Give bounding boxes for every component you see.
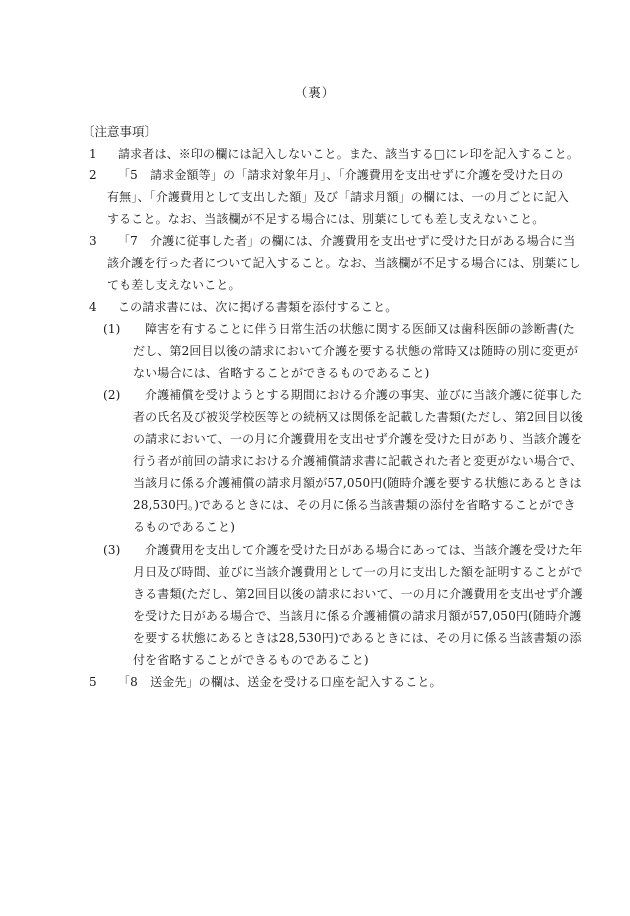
sub-2-line-7: るものであること): [133, 520, 236, 534]
note-1-number: 1: [89, 147, 97, 161]
note-5-number: 5: [89, 675, 97, 689]
note-3-line-3: ても差し支えないこと。: [107, 278, 241, 292]
sub-1-line-3: ない場合には、省略することができるものであること): [133, 366, 430, 380]
note-2-line-2: 有無」、「介護費用として支出した額」及び「請求月額」の欄には、一の月ごとに記入: [107, 190, 569, 204]
sub-2-line-2: 者の氏名及び被災学校医等との続柄又は関係を記載した書類(ただし、第2回目以後: [133, 410, 584, 424]
sub-1-line-2: だし、第2回目以後の請求において介護を要する状態の常時又は随時の別に変更が: [133, 344, 579, 358]
note-2-line-3: すること。なお、当該欄が不足する場合には、別葉にしても差し支えないこと。: [107, 212, 545, 226]
sub-2-line-1: (2) 介護補償を受けようとする期間における介護の事実、並びに当該介護に従事した: [145, 385, 582, 405]
sub-1-line-1: (1) 障害を有することに伴う日常生活の状態に関する医師又は歯科医師の診断書(た: [145, 319, 575, 339]
note-2-line-1: 2 「5 請求金額等」の「請求対象年月」、「介護費用を支出せずに介護を受けた日の: [118, 165, 563, 185]
sub-3-line-3: きる書類(ただし、第2回目以後の請求において、一の月に介護費用を支出せず介護: [133, 587, 583, 601]
note-4-line-1: 4 この請求書には、次に掲げる書類を添付すること。: [118, 297, 397, 317]
note-3-number: 3: [89, 234, 97, 248]
page-title: （裏）: [294, 85, 336, 100]
sub-3-line-6: 付を省略することができるものであること): [133, 653, 369, 667]
note-4-number: 4: [89, 300, 97, 314]
sub-2-line-3: の請求において、一の月に介護費用を支出せず介護を受けた日があり、当該介護を: [133, 432, 583, 446]
note-2-number: 2: [89, 168, 97, 182]
sub-1-number: (1): [103, 322, 121, 336]
sub-3-line-2: 月日及び時間、並びに当該介護費用として一の月に支出した額を証明することがで: [133, 565, 583, 579]
sub-3-line-5: を要する状態にあるときは28,530円)であるときには、その月に係る当該書類の添: [133, 631, 582, 645]
sub-2-number: (2): [103, 388, 121, 402]
note-3-line-2: 該介護を行った者について記入すること。なお、当該欄が不足する場合には、別葉にし: [107, 256, 581, 270]
sub-3-number: (3): [103, 543, 121, 557]
sub-3-line-1: (3) 介護費用を支出して介護を受けた日がある場合にあっては、当該介護を受けた年: [145, 540, 582, 560]
note-5-line-1: 5 「8 送金先」の欄は、送金を受ける口座を記入すること。: [118, 672, 442, 692]
note-3-line-1: 3 「7 介護に従事した者」の欄には、介護費用を支出せずに受けた日がある場合に当: [118, 231, 575, 251]
sub-3-line-4: を受けた日がある場合で、当該月に係る介護補償の請求月額が57,050円(随時介護: [133, 609, 582, 623]
notes-heading: 〔注意事項〕: [82, 124, 158, 139]
sub-2-line-4: 行う者が前回の請求における介護補償請求書に記載された者と変更がない場合で、: [133, 454, 583, 468]
sub-2-line-6: 28,530円。)であるときには、その月に係る当該書類の添付を省略することができ: [133, 498, 576, 512]
note-1-line-1: 1 請求者は、※印の欄には記入しないこと。また、該当する□にレ印を記入すること。: [118, 144, 579, 164]
sub-2-line-5: 当該月に係る介護補償の請求月額が57,050円(随時介護を要する状態にあるときは: [133, 476, 582, 490]
